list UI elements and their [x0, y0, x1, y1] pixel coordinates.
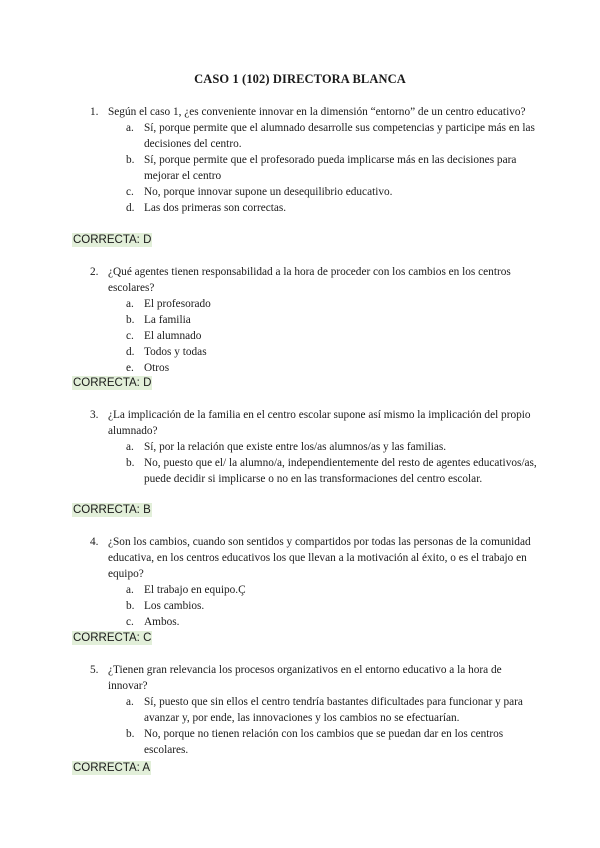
correct-answer: CORRECTA: C	[73, 632, 152, 644]
option-list	[90, 296, 540, 376]
option-item	[126, 152, 540, 184]
option-text: Todos y todas	[144, 346, 207, 358]
option-item	[126, 726, 540, 758]
option-text: Sí, por la relación que existe entre los/as alumnos/as y las familias.	[144, 441, 447, 453]
option-letter: a.	[126, 298, 134, 310]
correct-answer: CORRECTA: D	[73, 377, 152, 389]
option-text: Sí, porque permite que el profesorado pueda implicarse más en las decisiones para mejorar el centro	[144, 154, 517, 182]
option-letter: a.	[126, 122, 134, 134]
option-item	[126, 439, 540, 455]
option-text: Las dos primeras son correctas.	[144, 202, 287, 214]
option-item	[126, 200, 540, 216]
option-text: Los cambios.	[144, 600, 205, 612]
option-text: No, porque no tienen relación con los cambios que se puedan dar en los centros escolares.	[144, 728, 504, 756]
question-text: ¿Son los cambios, cuando son sentidos y compartidos por todas las personas de la comunidad educativa, en los centros educativos los que llevan a la motivación al éxito, o es el trabajo en equipo?	[108, 536, 531, 580]
question-number: 1.	[90, 106, 99, 118]
option-text: Otros	[144, 362, 170, 374]
question-2	[90, 264, 540, 376]
option-letter: a.	[126, 696, 134, 708]
option-letter: a.	[126, 441, 134, 453]
question-4	[90, 534, 540, 630]
option-text: El alumnado	[144, 330, 202, 342]
option-letter: d.	[126, 346, 135, 358]
option-text: El trabajo en equipo.Ç	[144, 584, 246, 596]
correct-answer: CORRECTA: A	[73, 762, 151, 774]
option-letter: b.	[126, 457, 135, 469]
option-item	[126, 328, 540, 344]
option-item	[126, 360, 540, 376]
option-list	[90, 582, 540, 630]
question-text: ¿La implicación de la familia en el centro escolar supone así mismo la implicación del propio alumnado?	[108, 409, 531, 437]
question-number: 5.	[90, 664, 99, 676]
option-letter: e.	[126, 362, 134, 374]
option-list	[90, 694, 540, 758]
question-text: ¿Qué agentes tienen responsabilidad a la hora de proceder con los cambios en los centros escolares?	[108, 266, 511, 294]
question-1	[90, 104, 540, 216]
option-letter: b.	[126, 154, 135, 166]
option-item	[126, 694, 540, 726]
option-list	[90, 439, 540, 487]
option-letter: b.	[126, 600, 135, 612]
option-text: No, puesto que el/ la alumno/a, independientemente del resto de agentes educativos/as, puede decidir si implicarse o no en las transformaciones del centro escolar.	[144, 457, 537, 485]
option-item	[126, 614, 540, 630]
option-letter: a.	[126, 584, 134, 596]
correct-answer: CORRECTA: B	[73, 504, 151, 516]
option-letter: c.	[126, 616, 134, 628]
correct-answer: CORRECTA: D	[73, 234, 152, 246]
option-item	[126, 344, 540, 360]
option-text: Sí, puesto que sin ellos el centro tendría bastantes dificultades para funcionar y para avanzar y, por ende, las innovaciones y los cambios no se efectuarían.	[144, 696, 523, 724]
option-item	[126, 455, 540, 487]
option-letter: d.	[126, 202, 135, 214]
option-item	[126, 582, 540, 598]
question-3	[90, 407, 540, 487]
option-letter: c.	[126, 186, 134, 198]
option-item	[126, 120, 540, 152]
option-text: El profesorado	[144, 298, 211, 310]
option-text: Sí, porque permite que el alumnado desarrolle sus competencias y participe más en las decisiones del centro.	[144, 122, 535, 150]
option-item	[126, 598, 540, 614]
question-text: Según el caso 1, ¿es conveniente innovar en la dimensión “entorno” de un centro educativo?	[108, 106, 526, 118]
question-text: ¿Tienen gran relevancia los procesos organizativos en el entorno educativo a la hora de innovar?	[108, 664, 502, 692]
question-number: 4.	[90, 536, 99, 548]
option-item	[126, 184, 540, 200]
option-text: No, porque innovar supone un desequilibrio educativo.	[144, 186, 393, 198]
question-5	[90, 662, 540, 758]
option-text: Ambos.	[144, 616, 180, 628]
question-number: 2.	[90, 266, 99, 278]
document-title: CASO 1 (102) DIRECTORA BLANCA	[194, 72, 406, 86]
option-text: La familia	[144, 314, 191, 326]
question-number: 3.	[90, 409, 99, 421]
option-item	[126, 296, 540, 312]
option-letter: b.	[126, 728, 135, 740]
option-letter: b.	[126, 314, 135, 326]
option-item	[126, 312, 540, 328]
option-letter: c.	[126, 330, 134, 342]
option-list	[90, 120, 540, 216]
